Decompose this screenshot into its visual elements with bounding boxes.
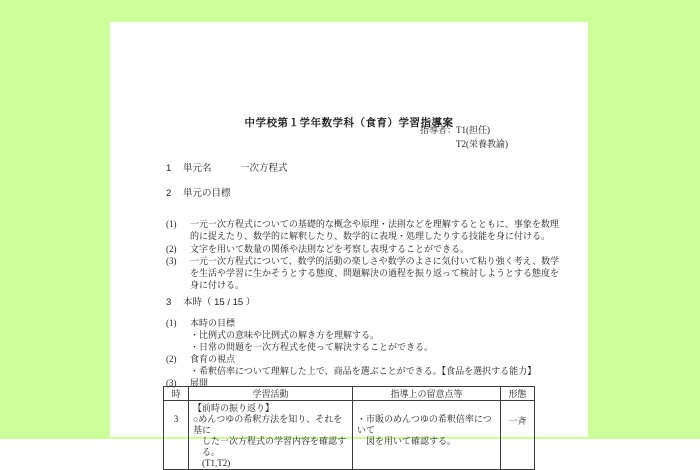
section-2-heading [166,185,231,199]
lesson-goal-label: 本時の目標 [190,318,236,328]
activity-line-1: 【前時の振り返り】 [193,403,275,413]
table-row [164,401,535,470]
section-3-number: 3 [166,297,172,308]
shokuiku-heading [166,353,576,365]
activity-line-4: (T1,T2) [202,458,231,468]
section-3-heading [166,294,255,308]
shokuiku-number: (2) [166,354,177,364]
lesson-goal-bullet-1: ・比例式の意味や比例式の解き方を理解する。 [190,330,380,340]
section-3-label: 本時（ 15 / 15 ） [183,297,256,308]
section-1-unit-name [166,160,288,174]
table-header-row [164,387,535,401]
section-1-number: 1 [166,163,172,174]
section-2-number: 2 [166,188,172,199]
lesson-flow-table [163,386,535,470]
lesson-flow-table-grid [163,386,535,470]
unit-goal-item [166,255,570,292]
activity-line-2: ○めんつゆの希釈方法を知り、それを基に [193,414,343,435]
goal-1-text: 一元一次方程式についての基礎的な概念や原理・法則などを理解するとともに、事象を数理的に捉えたり、数学的に解釈したり、数学的に表現・処理したりする技能を身に付ける。 [190,219,559,242]
lesson-goal-heading [166,317,576,329]
unit-goal-item [166,218,570,243]
lesson-details [166,317,576,389]
cell-time: 3 [164,401,189,470]
lesson-plan-page [110,22,588,468]
instructor-block [420,123,508,151]
tenkai-number: (3) [166,378,177,388]
section-1-label: 単元名 [183,163,212,174]
shokuiku-label: 食育の視点 [190,354,236,364]
lesson-goal-bullet-2: ・日常の問題を一次方程式を使って解決することができる。 [190,342,434,352]
goal-2-number: (2) [166,243,177,254]
note-line-2: 図を用いて確認する。 [366,436,457,446]
header-time: 時 [164,387,189,401]
section-2-label: 単元の目標 [183,188,231,199]
section-1-value: 一次方程式 [240,163,288,174]
cell-activity [189,401,353,470]
goal-3-number: (3) [166,255,177,266]
activity-line-3: した一次方程式の学習内容を確認する。 [202,436,347,457]
header-notes: 指導上の留意点等 [353,387,501,401]
header-form: 形態 [501,387,535,401]
unit-goal-item [166,243,570,255]
shokuiku-bullet-1: ・希釈倍率について理解した上で、商品を選ぶことができる。【食品を選択する能力】 [190,366,537,376]
goal-3-text: 一元一次方程式について、数学的活動の楽しさや数学のよさに気付いて粘り強く考え、数学を生活や学習に生かそうとする態度、問題解決の過程を振り返って検討しようとする態度を身に付ける。 [190,255,560,291]
header-activity: 学習活動 [189,387,353,401]
document-title: 中学校第１学年数学科（食育）学習指導案 [244,117,454,129]
unit-goals-list [166,218,570,292]
lesson-goal-number: (1) [166,318,177,328]
goal-2-text: 文字を用いて数量の関係や法則などを考察し表現することができる。 [190,243,470,254]
cell-form: 一斉 [501,401,535,470]
instructor-line-2: T2(栄養教諭) [456,139,508,149]
tenkai-label: 展開 [190,378,209,388]
instructor-line-1: 指導者：T1(担任) [420,125,490,135]
note-line-1: ・市販のめんつゆの希釈倍率について [357,414,492,435]
goal-1-number: (1) [166,219,177,229]
cell-notes [353,401,501,470]
